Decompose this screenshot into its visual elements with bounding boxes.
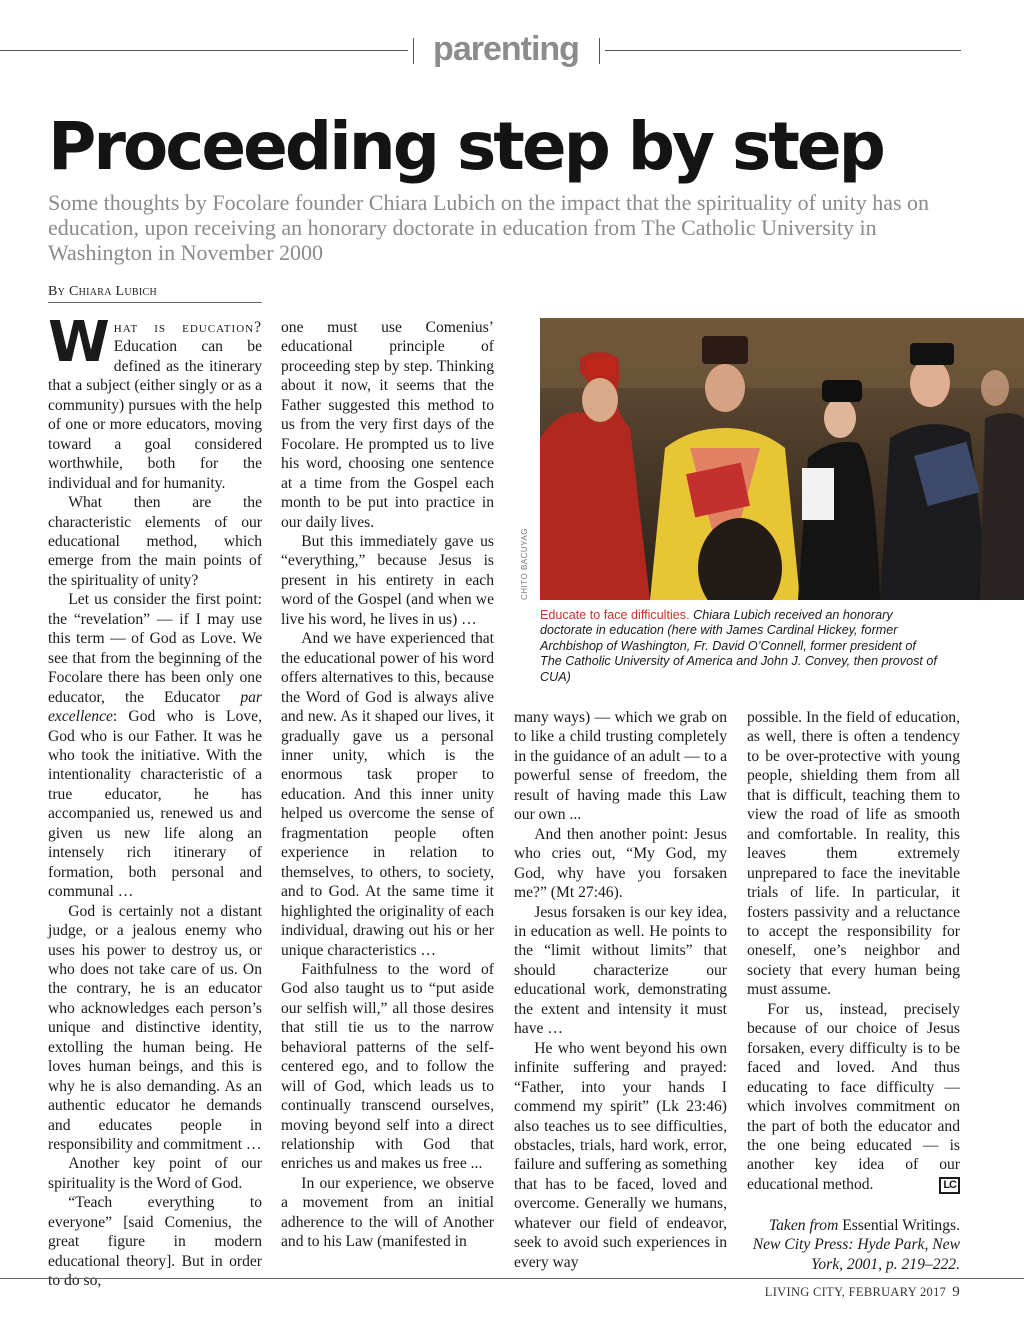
paragraph: What then are the characteristic elements of our educational method, which emerge from the main points of the spirituality of unity? [48, 494, 262, 589]
paragraph [48, 590, 262, 901]
paragraph: possible. In the field of education, as well, there is often a tendency to be over-protective with young people, shielding them from all that is difficult, teaching them to view the road of life as smooth and comfortable. In reality, this leaves them extremely unprepared to face the inevitable trials of life. In particular, it fosters passivity and a reluctance to accept the responsibility for oneself, one’s neighbor and society that every human being must assume. [747, 709, 960, 999]
paragraph: God is certainly not a distant judge, or a jealous enemy who uses his power to destroy us, or who does not take care of us. On the contrary, he is an educator who acknowledges each person’s unique and distinctive identity, extolling the human being. He loves human beings, and this is why he is also demanding. As an authentic educator he demands and educates people in responsibility and commitment … [48, 902, 262, 1154]
caption-heading: Educate to face difficulties. [540, 608, 690, 622]
paragraph: Jesus forsaken is our key idea, in education as well. He points to the “limit without limits” that should characterize our educational work, demonstrating the extent and intensity it must have … [514, 903, 727, 1038]
article-column-3 [514, 708, 727, 1272]
article-column-4 [747, 708, 960, 1194]
paragraph: And then another point: Jesus who cries out, “My God, my God, why have you forsaken me?” (Mt 27:46). [514, 825, 727, 902]
paragraph [747, 1000, 960, 1195]
headline: Proceeding step by step [48, 108, 883, 185]
subhead: Some thoughts by Focolare founder Chiara Lubich on the impact that the spirituality of unity has on education, upon receiving an honorary doctorate in education from The Catholic University in Washington in November 2000 [48, 190, 930, 265]
paragraph: Faithfulness to the word of God also taught us to “put aside our selfish will,” all those desires that still tie us to the narrow behavioral patterns of the self-centered ego, and to follow the will of God, which leads us to continually transcend ourselves, moving beyond self into a direct relationship with God that enriches us and makes us free ... [281, 960, 494, 1173]
section-rule-right [605, 50, 961, 51]
section-label: parenting [433, 30, 579, 68]
paragraph-text: : God who is Love, God who is our Father. It was he who took the initiative. With the intentionality characteristic of a true educator, he has accompanied us, renewed us and given us new life along an intensely rich itinerary of formation, both personal and communal … [48, 708, 262, 901]
source-title: Essential Writings. [842, 1217, 960, 1234]
paragraph: Another key point of our spirituality is the Word of God. [48, 1155, 262, 1192]
paragraph: “Teach everything to everyone” [said Comenius, the great figure in modern educational theory]. But in order to do so, [48, 1194, 262, 1290]
page-number: 9 [952, 1284, 960, 1300]
footer-rule [0, 1278, 1024, 1279]
photo-caption [540, 608, 940, 685]
page-footer [765, 1284, 960, 1301]
article-column-2 [281, 318, 494, 1252]
source-prefix: Taken from [768, 1217, 843, 1234]
ceremony-photo-illustration [540, 318, 1024, 600]
paragraph [48, 310, 262, 493]
drop-cap: W [48, 310, 110, 375]
paragraph-text: Let us consider the first point: the “revelation” — if I may use this term — of God as Love. We see that from the beginning of the Focolare there has been only one educator, the Educator [48, 591, 262, 706]
paragraph: many ways) — which we grab on to like a child trusting completely in the guidance of an adult — to a powerful sense of freedom, the result of having made this Law our own ... [514, 709, 727, 824]
end-mark-logo: LC [939, 1177, 960, 1194]
source-details: New City Press: Hyde Park, New York, 2001, p. 219–222. [752, 1236, 960, 1273]
article-column-1 [48, 310, 262, 1291]
ceremony-photo [540, 318, 1024, 600]
byline: By Chiara Lubich [48, 284, 158, 299]
paragraph-text: Education can be defined as the itinerary that a subject (either singly or as a community) pursues with the help of one or more educators, moving toward a goal considered worthwhile, both for the individual and for humanity. [48, 338, 262, 492]
paragraph: He who went beyond his own infinite suffering and prayed: “Father, into your hands I commend my spirit” (Lk 23:46) also teaches us to see difficulties, obstacles, trials, hard work, error, failure and suffering as something that has to be faced, loved and overcome. Generally we humans, whatever our field of endeavor, seek to avoid such experiences in every way [514, 1039, 727, 1271]
lead-in: hat is education? [113, 319, 262, 336]
photo-credit: CHITO BACUYAG [520, 528, 529, 600]
paragraph: In our experience, we observe a movement from an initial adherence to the will of Another and to his Law (manifested in [281, 1174, 494, 1251]
paragraph-text: For us, instead, precisely because of our choice of Jesus forsaken, every difficulty is to be faced and loved. And thus educating to face difficulty — which involves commitment on the part of both the educator and the one being educated — is another key idea of our educational method. [747, 1000, 960, 1193]
paragraph: And we have experienced that the educational power of his word offers alternatives to this, because the Word of God is always alive and new. As it shaped our lives, it gradually gave us a personal inner unity, which is the enormous task proper to education. And this inner unity helped us overcome the sense of fragmentation people often experience in relation to themselves, to others, to society, and to God. At the same time it highlighted the originality of each individual, drawing out his or her unique characteristics … [281, 630, 494, 959]
emphasis: par excellence [48, 688, 262, 726]
section-tick-right [599, 38, 600, 64]
source-note [747, 1216, 960, 1274]
publication-info: LIVING CITY, FEBRUARY 2017 [764, 1285, 947, 1299]
paragraph: But this immediately gave us “everything,” because Jesus is present in his entirety in each word of the Gospel (and when we live his word, he lives in us) … [281, 532, 494, 628]
paragraph: one must use Comenius’ educational principle of proceeding step by step. Thinking about it now, it seems that the Father suggested this method to us from the very first days of the Focolare. He prompted us to live his word, choosing one sentence at a time from the Gospel each month to be put into practice in our daily lives. [281, 319, 494, 531]
section-tick-left [413, 38, 414, 64]
caption-text: Chiara Lubich received an honorary doctorate in education (here with James Cardinal Hickey, former Archbishop of Washington, Fr. David O’Connell, former president of The Catholic University of America and John J. Convey, then provost of CUA) [540, 608, 937, 684]
byline-rule [48, 302, 262, 303]
section-rule-left [0, 50, 408, 51]
